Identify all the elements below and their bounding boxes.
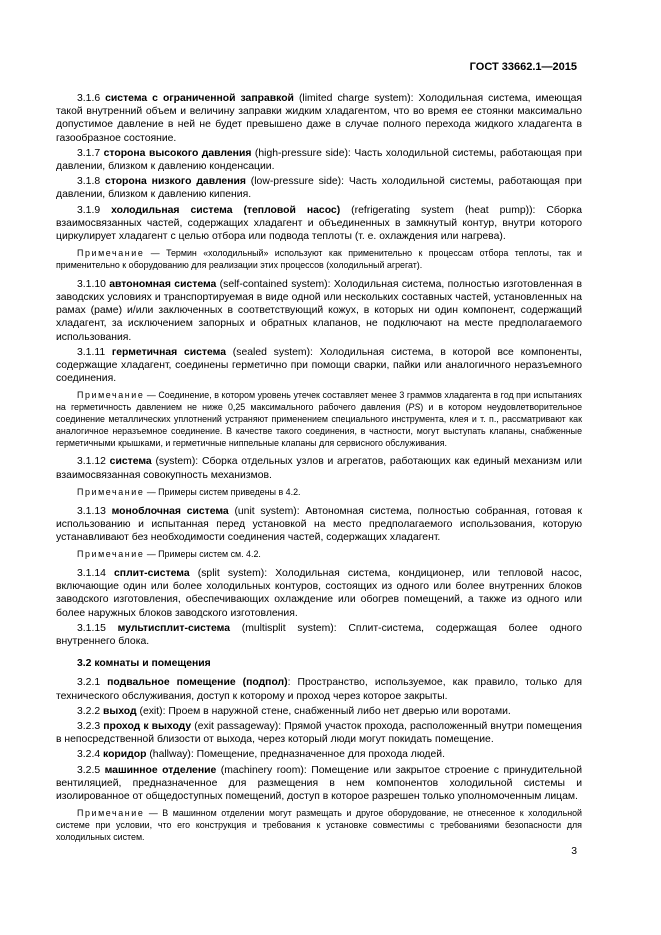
clause-number: 3.1.6 [77,93,106,104]
term: система с ограниченной заправкой [105,93,294,104]
clause-number: 3.1.10 [77,278,110,290]
definition-3-1-9 [56,204,582,244]
document-body [56,92,582,850]
definition-text: (limited charge system): Холодильная система, имеющая такой внутренний объем и величину заправки жидким хладагентом, что во время ее стоянки максимально допустимое давление в ней не будет превышено даже в случае полного перехода жидкого хладагента в газообразное состояние. [56,93,583,144]
clause-number: 3.1.12 [77,456,110,468]
definition-text: (refrigerating system (heat pump)): Сборка взаимосвязанных частей, содержащих хладагент и объединенных в замкнутый контур, внутри которого циркулирует хладагент с целью отбора или подвода теплоты (т. е. охлаждения или нагрева). [56,204,582,243]
note-ps-symbol: PS [408,402,421,413]
definition-3-2-5 [56,764,582,804]
definition-3-1-11 [56,346,582,386]
note-text: — Примеры систем приведены в 4.2. [144,486,301,497]
section-heading-3-2: 3.2 комнаты и помещения [77,658,211,670]
term: автономная система [109,278,217,290]
term: подвальное помещение (подпол) [107,677,288,689]
definition-text: (unit system): Автономная система, полностью собранная, готовая к использованию и испытанная перед установкой на место предполагаемого использования, которую устанавливают без необходимости соединения частей, содержащих хладагент. [56,505,582,544]
note-3-1-11 [56,390,582,449]
clause-number: 3.1.13 [77,505,112,517]
term: герметичная система [111,346,226,358]
term: машинное отделение [104,764,217,776]
definition-3-1-15 [56,622,582,648]
definition-3-1-13 [56,505,582,545]
definition-3-1-12 [56,455,582,481]
definition-3-1-8 [56,175,582,201]
definition-3-1-6 [56,92,582,145]
definition-3-1-14 [56,567,582,620]
term: моноблочная система [111,505,229,517]
note-label: Примечание [77,549,145,560]
definition-text: (exit): Проем в наружной стене, снабженный либо нет дверью или воротами. [136,705,511,717]
definition-text: (self-contained system): Холодильная система, полностью изготовленная в заводских условиях и транспортируемая в виде одной или нескольких составных частей, установленных на рамах (раме) и/или заключенных в соответствующий кожух, в которых ни один компонент, содержащий хладагент, за исключением запорных и обратных клапанов, не подключают на месте предполагаемого использования. [56,278,582,343]
note-label: Примечание [77,808,145,819]
note-text: — Примеры систем см. 4.2. [144,549,261,560]
note-3-2-5 [56,808,582,843]
definition-text: (split system): Холодильная система, кондиционер, или тепловой насос, включающие один или более холодильных контуров, состоящих из одного или более внутренних блоков заводского изготовления, обеспечивающих охлаждение или обогрев помещений, а также из одного или более наружных блоков заводского изготовления. [56,568,582,619]
term: коридор [103,749,147,761]
term: сторона низкого давления [104,176,246,188]
definition-text: (sealed system): Холодильная система, в которой все компоненты, содержащие хладагент, соединены герметично при помощи сварки, пайки или аналогичного неразъемного соединения. [56,346,582,385]
clause-number: 3.2.4 [77,749,103,761]
note-3-1-9 [56,248,582,272]
clause-number: 3.2.1 [77,677,108,689]
clause-number: 3.1.11 [77,346,112,358]
note-text: — Соединение, в котором уровень утечек составляет менее 3 граммов хладагента в год при испытаниях на герметичность давлением не ниже 0,25 максимального рабочего давления ( [56,390,582,413]
document-code: ГОСТ 33662.1—2015 [469,61,577,73]
note-3-1-13 [56,549,582,561]
definition-3-1-7 [56,147,582,173]
definition-text: (multisplit system): Сплит-система, содержащая более одного внутреннего блока. [56,622,582,648]
clause-number: 3.2.5 [77,764,105,776]
page-number: 3 [571,846,577,857]
clause-number: 3.1.7 [77,147,104,159]
clause-number: 3.2.2 [77,705,103,717]
definition-text: (high-pressure side): Часть холодильной системы, работающая при давлении, близком к давлению конденсации. [56,147,583,173]
note-text: — В машинном отделении могут размещать и другое оборудование, не отнесенное к холодильной системе при условии, что его конструкция и требования к установке совместимы с требованиями безопасности для холодильных систем. [56,808,582,842]
clause-number: 3.1.8 [77,176,105,188]
definition-text: : Пространство, используемое, как правило, только для технического обслуживания, доступ к которому и проход через которое закрыты. [56,677,582,702]
term: проход к выходу [103,721,192,733]
note-3-1-12 [56,487,582,499]
note-label: Примечание [77,390,145,401]
definition-3-2-4 [56,748,582,761]
note-label: Примечание [77,248,145,259]
definition-3-2-3 [56,720,582,746]
definition-text: (system): Сборка отдельных узлов и агрегатов, работающих как единый механизм или взаимосвязанная совокупность механизмов. [56,456,582,481]
definition-text: (hallway): Помещение, предназначенное для прохода людей. [146,749,445,761]
definition-text: (low-pressure side): Часть холодильной системы, работающая при давлении, близком к давлению кипения. [56,176,582,201]
note-text: — Термин «холодильный» используют как применительно к процессам отбора теплоты, так и применительно к оборудованию для реализации этих процессов (холодильный агрегат). [56,248,582,271]
note-label: Примечание [77,486,145,497]
clause-number: 3.1.15 [77,622,118,634]
definition-text: (exit passageway): Прямой участок прохода, расположенный внутри помещения в непосредственной близости от выхода, через который люди могут покидать помещение. [56,721,582,746]
definition-3-1-10 [56,278,582,344]
clause-number: 3.2.3 [77,721,104,733]
term: холодильная система (тепловой насос) [111,204,341,216]
clause-number: 3.1.14 [77,568,115,580]
note-text-continued: ) и в котором неудовлетворительное соединение металлических уплотнений устраняют применением специального инструмента, клея и т. п., рассматривают как аналогичное неразъемное соединение. В качестве такого соединения, в частности, могут выступать клапаны, снабженные герметичными крышками, и герметичные ниппельные клапаны для сервисного обслуживания. [56,402,583,448]
term: сплит-система [114,568,190,580]
term: мультисплит-система [117,622,230,634]
term: сторона высокого давления [103,147,252,159]
clause-number: 3.1.9 [77,204,112,216]
definition-text: (machinery room): Помещение или закрытое строение с принудительной вентиляцией, предназначенное для размещения в нем компонентов холодильной системы и изолированное от общедоступных помещений, доступ в которое разрешен только уполномоченным лицам. [56,764,583,803]
definition-3-2-2 [56,705,582,718]
term: выход [103,705,137,717]
term: система [109,456,152,468]
definition-3-2-1 [56,676,582,702]
